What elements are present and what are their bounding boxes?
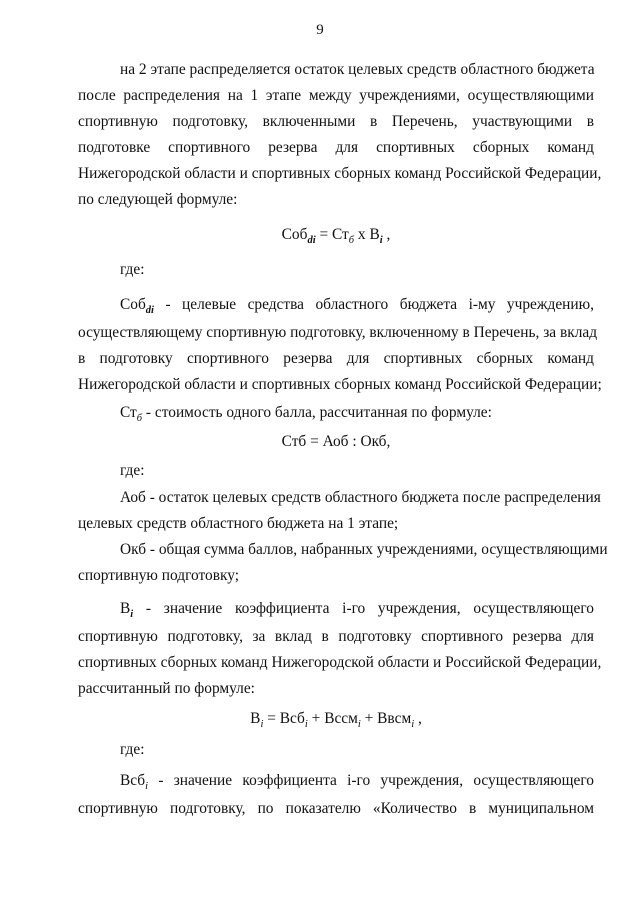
where-label: где: [120, 741, 145, 758]
symbol-sob: Соб [120, 296, 146, 313]
subscript-i: i [411, 719, 415, 730]
text-line: осуществляющему спортивную подготовку, включенному в Перечень, за вклад [78, 324, 598, 341]
definition-text: - значение коэффициента i-го учреждения, осуществляющего [133, 600, 594, 617]
definition-text: - значение коэффициента i-го учреждения, осуществляющего [148, 772, 594, 789]
symbol-st: Ст [120, 404, 137, 421]
text-line: в подготовку спортивного резерва для спортивных сборных команд [78, 350, 594, 367]
symbol-sob: Соб [281, 226, 308, 243]
symbol-vsb: Всб [120, 772, 146, 789]
definition-st [120, 404, 594, 424]
formula-tail: , [414, 710, 422, 727]
subscript-i: i [130, 609, 134, 620]
subscript-i: i [379, 235, 383, 246]
subscript-b: б [136, 413, 143, 424]
definition-text: - целевые средства областного бюджета i-му учреждению, [153, 296, 594, 313]
formula-v [78, 710, 594, 730]
definition-text: - стоимость одного балла, рассчитанная по формуле: [142, 404, 492, 421]
symbol-v: В [120, 600, 131, 617]
symbol-vsb: Всб [279, 710, 305, 727]
formula-eq: = [315, 226, 332, 243]
where-label: где: [120, 462, 145, 479]
subscript-b: б [348, 235, 355, 246]
where-label: где: [120, 261, 145, 278]
text-line: спортивных сборных команд Нижегородской области и Российской Федерации, [78, 654, 602, 671]
subscript-di: di [307, 235, 316, 246]
symbol-vvsm: Ввсм [377, 710, 412, 727]
page-number: 9 [316, 22, 324, 38]
definition-sob [120, 296, 594, 316]
text-line: рассчитанный по формуле: [78, 680, 255, 697]
text-line: Аоб - остаток целевых средств областного бюджета после распределения [120, 489, 601, 506]
subscript-i: i [304, 719, 308, 730]
formula-plus: + [307, 710, 325, 727]
text-line: спортивную подготовку; [78, 567, 240, 584]
subscript-i: i [145, 781, 149, 792]
subscript-i: i [357, 719, 361, 730]
text-line: на 2 этапе распределяется остаток целевых средств областного бюджета [120, 61, 595, 78]
formula-sob [78, 226, 594, 246]
text-line: Нижегородской области и спортивных сборных команд Российской Федерации; [78, 376, 602, 393]
formula-plus: + [360, 710, 378, 727]
text-line: спортивную подготовку, за вклад в подготовку спортивного резерва для [78, 628, 594, 645]
text-line: Окб - общая сумма баллов, набранных учреждениями, осуществляющими [120, 541, 608, 558]
definition-vsb [120, 772, 594, 792]
text-line: спортивную подготовку, включенными в Перечень, участвующими в [78, 113, 594, 130]
text-line: целевых средств областного бюджета на 1 этапе; [78, 515, 399, 532]
text-line: по следующей формуле: [78, 191, 238, 208]
symbol-v: В [369, 226, 380, 243]
formula-tail: , [382, 226, 391, 243]
subscript-di: di [145, 305, 154, 316]
formula-times: x [354, 226, 370, 243]
symbol-st: Ст [332, 226, 349, 243]
text-line: спортивную подготовку, по показателю «Количество в муниципальном [78, 800, 594, 817]
symbol-v: В [250, 710, 261, 727]
definition-v [120, 600, 594, 620]
formula-eq: = [263, 710, 280, 727]
text-line: после распределения на 1 этапе между учреждениями, осуществляющими [78, 87, 594, 104]
text-line: подготовке спортивного резерва для спортивных сборных команд [78, 139, 594, 156]
subscript-i: i [260, 719, 264, 730]
text-line: Нижегородской области и спортивных сборных команд Российской Федерации, [78, 165, 602, 182]
symbol-vssm: Всcм [324, 710, 358, 727]
formula-stb: Стб = Аоб : Окб, [281, 433, 391, 450]
